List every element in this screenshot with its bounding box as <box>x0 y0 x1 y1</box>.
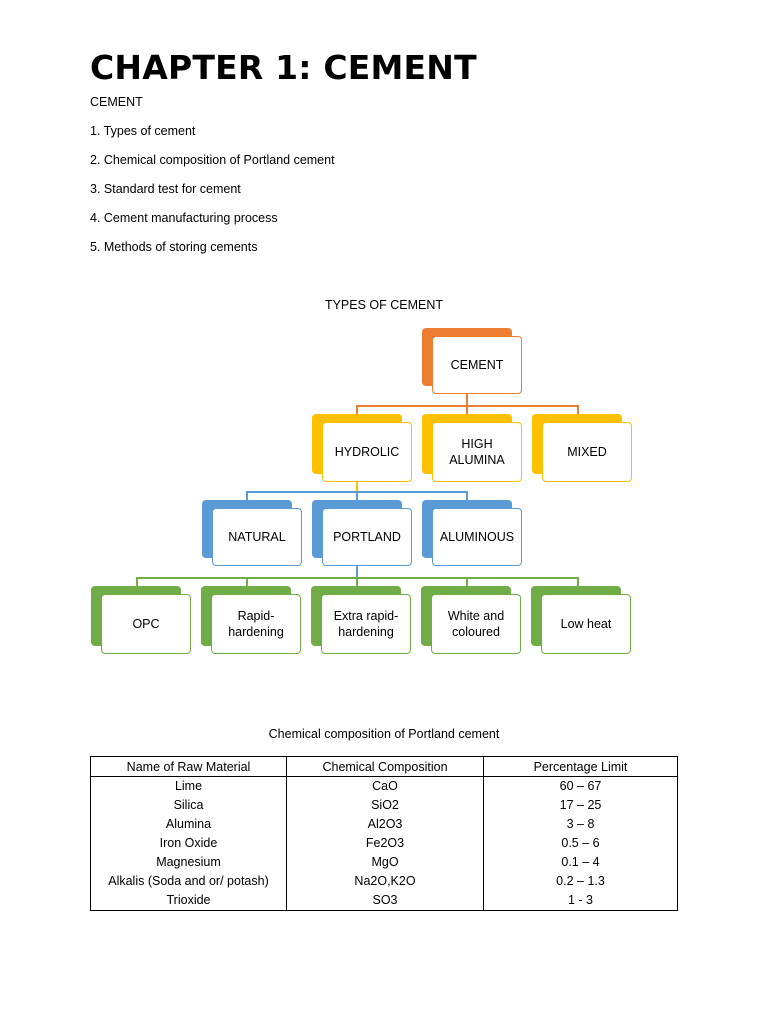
table-cell-material: Iron Oxide <box>91 834 287 853</box>
node-aluminous <box>432 508 522 566</box>
table-cell-percentage: 3 – 8 <box>484 815 678 834</box>
table-cell-material: Alkalis (Soda and or/ potash) <box>91 872 287 891</box>
node-label: NATURAL <box>228 530 286 544</box>
table-cell-composition: CaO <box>287 777 484 797</box>
table-cell-percentage: 0.1 – 4 <box>484 853 678 872</box>
table-row <box>91 796 678 815</box>
node-label: White and coloured <box>447 609 505 639</box>
table-cell-material: Magnesium <box>91 853 287 872</box>
contents-item-1: 1. Types of cement <box>90 124 196 138</box>
table-cell-percentage: 60 – 67 <box>484 777 678 797</box>
node-label: PORTLAND <box>333 530 401 544</box>
node-portland <box>322 508 412 566</box>
node-label: ALUMINOUS <box>439 530 515 544</box>
node-label: OPC <box>132 617 160 631</box>
table-title: Chemical composition of Portland cement <box>268 727 500 741</box>
contents-item-2: 2. Chemical composition of Portland cement <box>90 153 335 167</box>
node-cement <box>432 336 522 394</box>
table-cell-material: Alumina <box>91 815 287 834</box>
contents-item-5: 5. Methods of storing cements <box>90 240 258 254</box>
node-label: Extra rapid-hardening <box>333 609 399 639</box>
node-label: HYDROLIC <box>334 445 400 459</box>
table-header-material: Name of Raw Material <box>91 757 287 777</box>
node-label: HIGH ALUMINA <box>449 437 505 467</box>
table-cell-percentage: 0.5 – 6 <box>484 834 678 853</box>
node-label: Low heat <box>560 617 612 631</box>
table-header-percentage: Percentage Limit <box>484 757 678 777</box>
node-opc <box>101 594 191 654</box>
table-cell-composition: SiO2 <box>287 796 484 815</box>
node-extra-rapid-hardening <box>321 594 411 654</box>
table-header-composition: Chemical Composition <box>287 757 484 777</box>
node-rapid-hardening <box>211 594 301 654</box>
table-cell-composition: Fe2O3 <box>287 834 484 853</box>
node-label: CEMENT <box>450 358 504 372</box>
table-cell-composition: Al2O3 <box>287 815 484 834</box>
table-row <box>91 853 678 872</box>
node-natural <box>212 508 302 566</box>
table-cell-percentage: 0.2 – 1.3 <box>484 872 678 891</box>
table-cell-composition: MgO <box>287 853 484 872</box>
node-label: MIXED <box>567 445 607 459</box>
node-low-heat <box>541 594 631 654</box>
table-cell-percentage: 17 – 25 <box>484 796 678 815</box>
table-cell-material: Silica <box>91 796 287 815</box>
table-cell-composition: Na2O,K2O <box>287 872 484 891</box>
table-row <box>91 777 678 797</box>
page-title: CHAPTER 1: CEMENT <box>90 48 477 87</box>
table-cell-percentage: 1 - 3 <box>484 891 678 911</box>
table-row <box>91 815 678 834</box>
diagram-title: TYPES OF CEMENT <box>324 298 444 312</box>
table-header-row <box>91 757 678 777</box>
section-label: CEMENT <box>90 95 143 109</box>
node-white-and-coloured <box>431 594 521 654</box>
composition-table <box>90 756 678 911</box>
table-row <box>91 872 678 891</box>
table-row <box>91 834 678 853</box>
contents-item-3: 3. Standard test for cement <box>90 182 241 196</box>
table-cell-material: Lime <box>91 777 287 797</box>
node-label: Rapid-hardening <box>228 609 284 639</box>
node-high-alumina <box>432 422 522 482</box>
contents-item-4: 4. Cement manufacturing process <box>90 211 278 225</box>
node-hydrolic <box>322 422 412 482</box>
table-row <box>91 891 678 911</box>
table-cell-material: Trioxide <box>91 891 287 911</box>
table-cell-composition: SO3 <box>287 891 484 911</box>
node-mixed <box>542 422 632 482</box>
